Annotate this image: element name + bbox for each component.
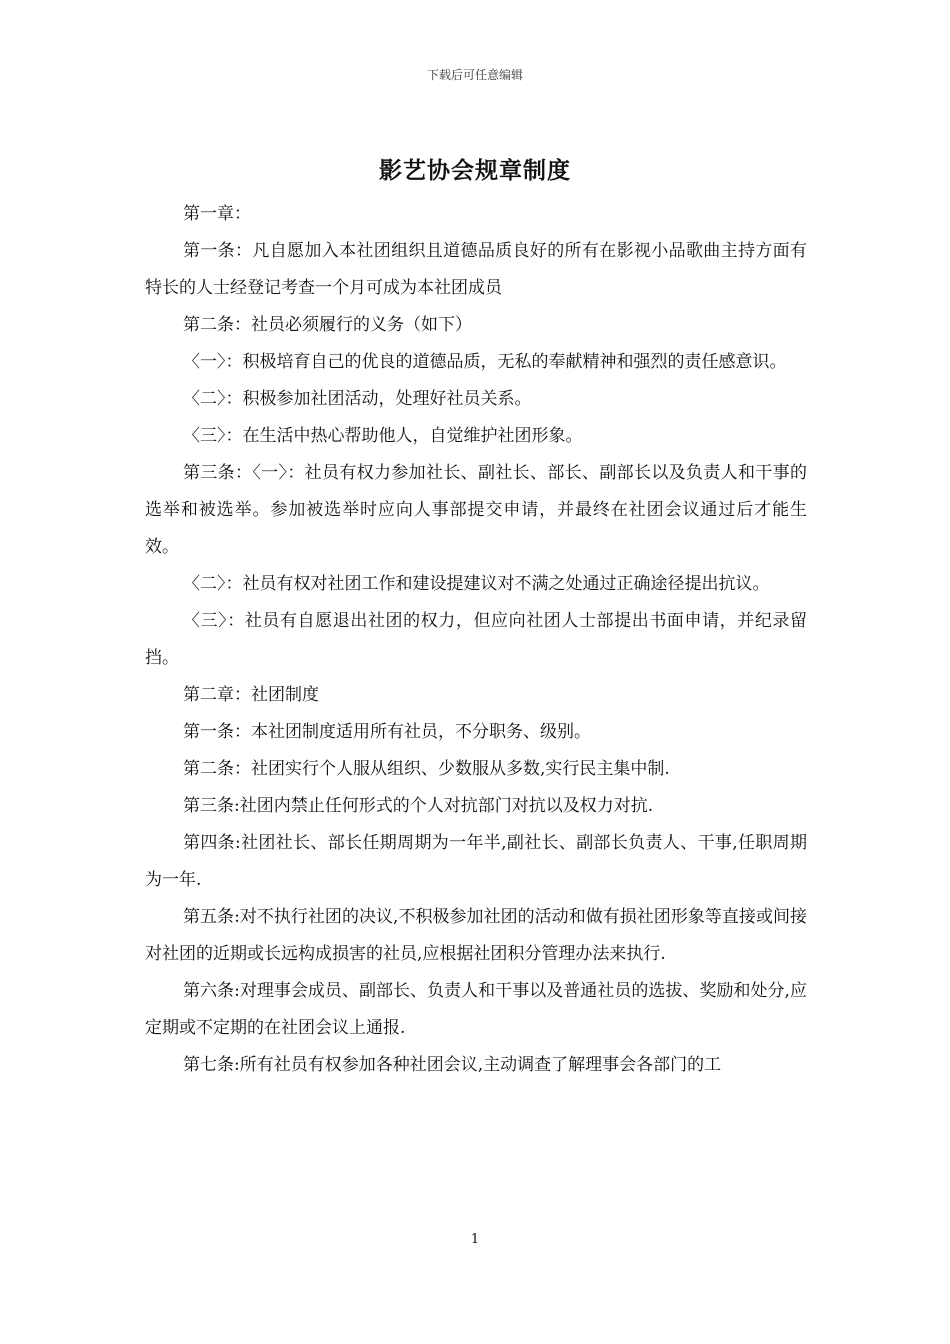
document-body bbox=[145, 196, 807, 1084]
paragraph: 〈一〉：积极培育自己的优良的道德品质，无私的奉献精神和强烈的责任感意识。 bbox=[183, 352, 787, 372]
paragraph: 第六条:对理事会成员、副部长、负责人和干事以及普通社员的选拔、奖励和处分,应定期或不定期的在社团会议上通报. bbox=[145, 981, 807, 1038]
paragraph: 〈三〉：社员有自愿退出社团的权力，但应向社团人士部提出书面申请，并纪录留挡。 bbox=[145, 611, 807, 668]
header-note: 下载后可任意编辑 bbox=[426, 68, 523, 82]
paragraph: 第三条：〈一〉：社员有权力参加社长、副社长、部长、副部长以及负责人和干事的选举和被选举。参加被选举时应向人事部提交申请，并最终在社团会议通过后才能生效。 bbox=[145, 463, 807, 557]
paragraph: 第一条：本社团制度适用所有社员，不分职务、级别。 bbox=[183, 722, 591, 742]
paragraph: 第二条：社员必须履行的义务（如下） bbox=[183, 315, 472, 335]
paragraph: 第七条:所有社员有权参加各种社团会议,主动调查了解理事会各部门的工 bbox=[183, 1055, 722, 1075]
chapter-heading: 第一章： bbox=[183, 204, 251, 224]
document-title: 影艺协会规章制度 bbox=[379, 157, 571, 184]
paragraph: 〈二〉：积极参加社团活动，处理好社员关系。 bbox=[183, 389, 532, 409]
paragraph: 第五条:对不执行社团的决议,不积极参加社团的活动和做有损社团形象等直接或间接对社团的近期或长远构成损害的社员,应根据社团积分管理办法来执行. bbox=[145, 907, 807, 964]
paragraph: 第一条：凡自愿加入本社团组织且道德品质良好的所有在影视小品歌曲主持方面有特长的人士经登记考查一个月可成为本社团成员 bbox=[145, 241, 807, 298]
paragraph: 〈三〉：在生活中热心帮助他人，自觉维护社团形象。 bbox=[183, 426, 583, 446]
paragraph: 〈二〉：社员有权对社团工作和建设提建议对不满之处通过正确途径提出抗议。 bbox=[183, 574, 770, 594]
page-number: 1 bbox=[470, 1232, 480, 1247]
paragraph: 第二条：社团实行个人服从组织、少数服从多数,实行民主集中制. bbox=[183, 759, 670, 779]
paragraph: 第四条:社团社长、部长任期周期为一年半,副社长、副部长负责人、干事,任职周期为一年. bbox=[145, 833, 807, 890]
paragraph: 第三条:社团内禁止任何形式的个人对抗部门对抗以及权力对抗. bbox=[183, 796, 654, 816]
chapter-heading: 第二章：社团制度 bbox=[183, 685, 319, 705]
